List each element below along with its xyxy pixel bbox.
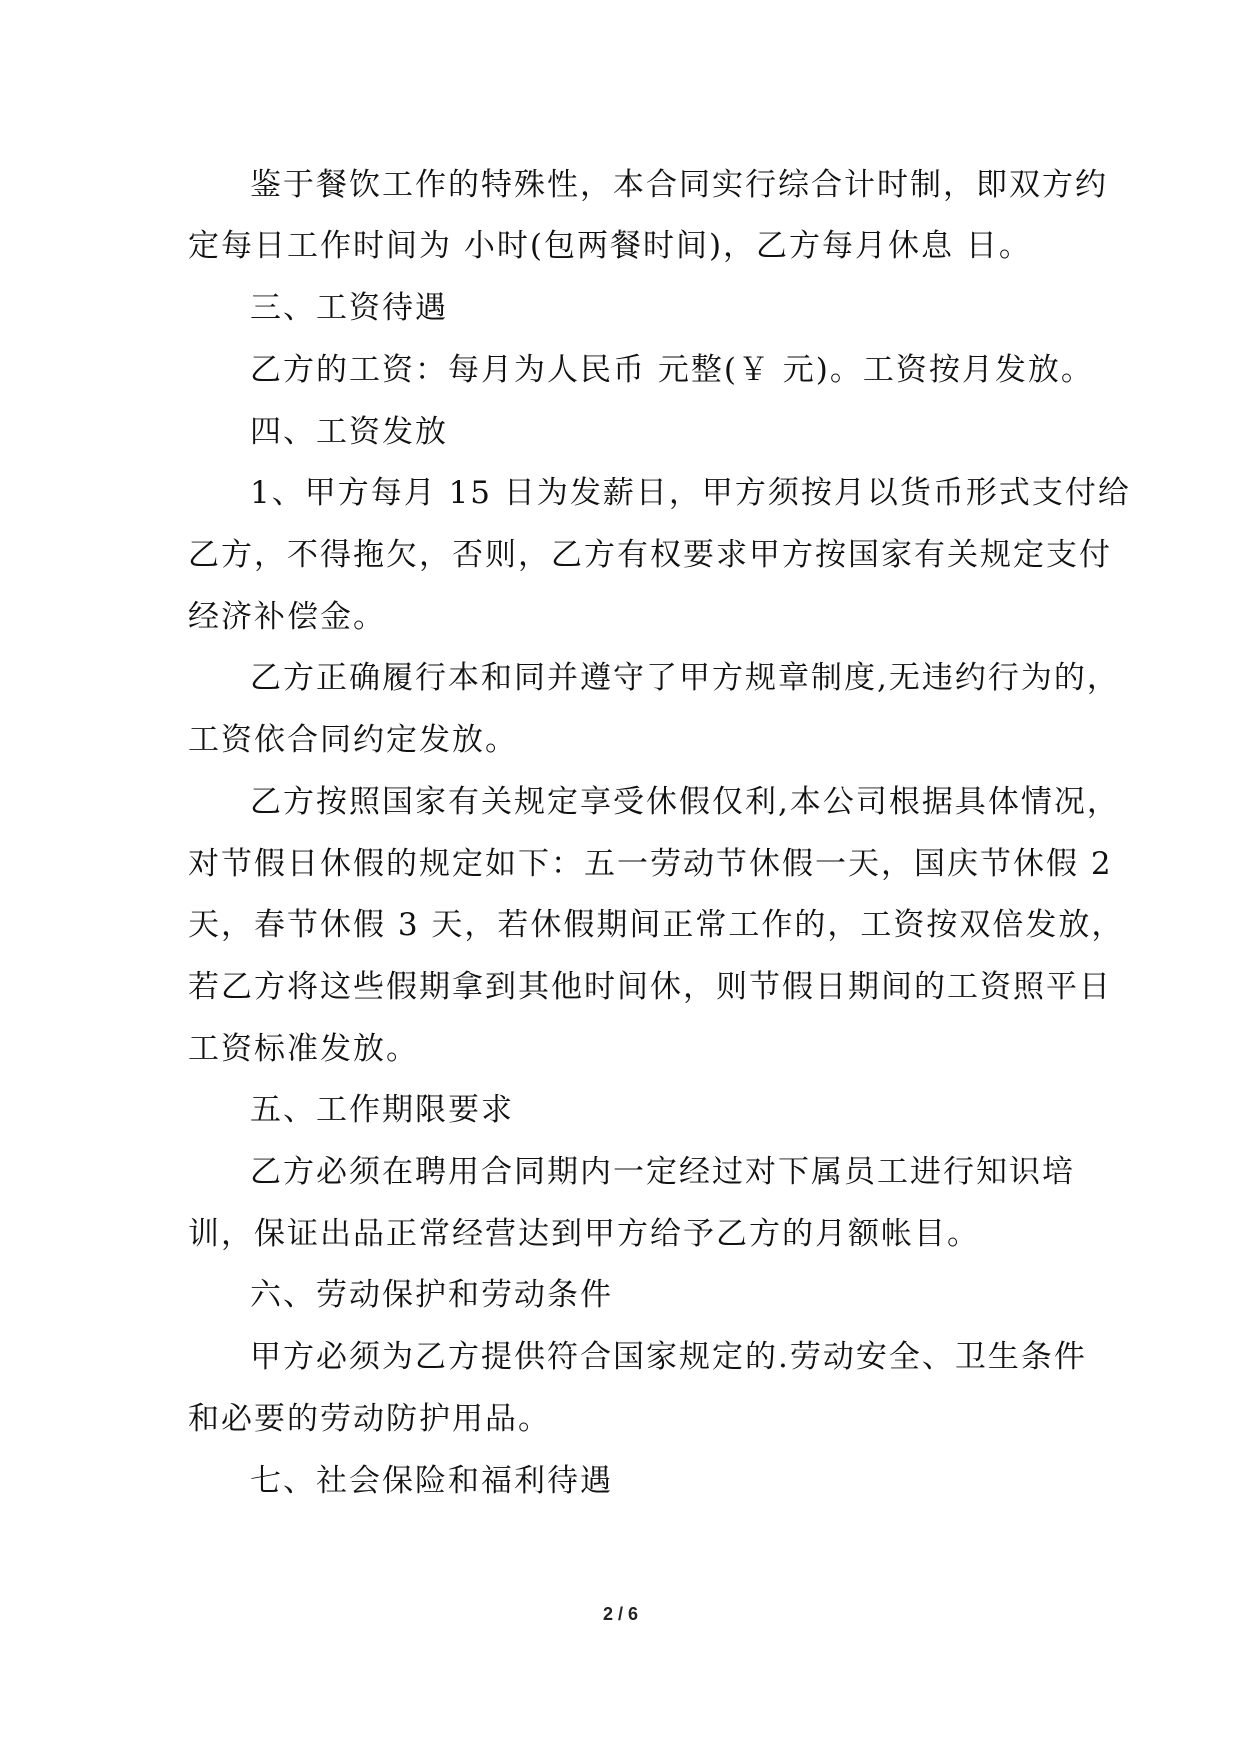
paragraph-line: 若乙方将这些假期拿到其他时间休，则节假日期间的工资照平日 <box>188 969 1112 1005</box>
paragraph-line: 天，春节休假 3 天，若休假期间正常工作的，工资按双倍发放， <box>188 907 1125 943</box>
paragraph-line: 定每日工作时间为 小时(包两餐时间)，乙方每月休息 日。 <box>188 228 1032 264</box>
paragraph-line: 乙方，不得拖欠，否则，乙方有权要求甲方按国家有关规定支付 <box>188 537 1112 573</box>
paragraph-line: 经济补偿金。 <box>188 599 386 635</box>
section-heading: 三、工资待遇 <box>250 290 448 326</box>
section-heading: 七、社会保险和福利待遇 <box>250 1463 613 1499</box>
section-heading: 六、劳动保护和劳动条件 <box>250 1277 613 1313</box>
paragraph-line: 工资标准发放。 <box>188 1031 419 1067</box>
paragraph-line: 鉴于餐饮工作的特殊性，本合同实行综合计时制，即双方约 <box>250 167 1108 203</box>
paragraph-line: 1、甲方每月 15 日为发薪日，甲方须按月以货币形式支付给 <box>250 475 1131 511</box>
page-number: 2 / 6 <box>602 1604 639 1624</box>
paragraph-line: 乙方按照国家有关规定享受休假仅利,本公司根据具体情况， <box>250 784 1120 820</box>
paragraph-line: 和必要的劳动防护用品。 <box>188 1401 551 1437</box>
paragraph-line: 乙方的工资：每月为人民币 元整(￥ 元)。工资按月发放。 <box>250 352 1094 388</box>
section-heading: 五、工作期限要求 <box>250 1092 514 1128</box>
paragraph-line: 乙方正确履行本和同并遵守了甲方规章制度,无违约行为的， <box>250 660 1120 696</box>
paragraph-line: 工资依合同约定发放。 <box>188 722 518 758</box>
paragraph-line: 乙方必须在聘用合同期内一定经过对下属员工进行知识培 <box>250 1154 1075 1190</box>
section-heading: 四、工资发放 <box>250 414 448 450</box>
paragraph-line: 甲方必须为乙方提供符合国家规定的.劳动安全、卫生条件 <box>250 1339 1087 1375</box>
paragraph-line: 训，保证出品正常经营达到甲方给予乙方的月额帐目。 <box>188 1216 980 1252</box>
paragraph-line: 对节假日休假的规定如下：五一劳动节休假一天，国庆节休假 2 <box>188 846 1113 882</box>
